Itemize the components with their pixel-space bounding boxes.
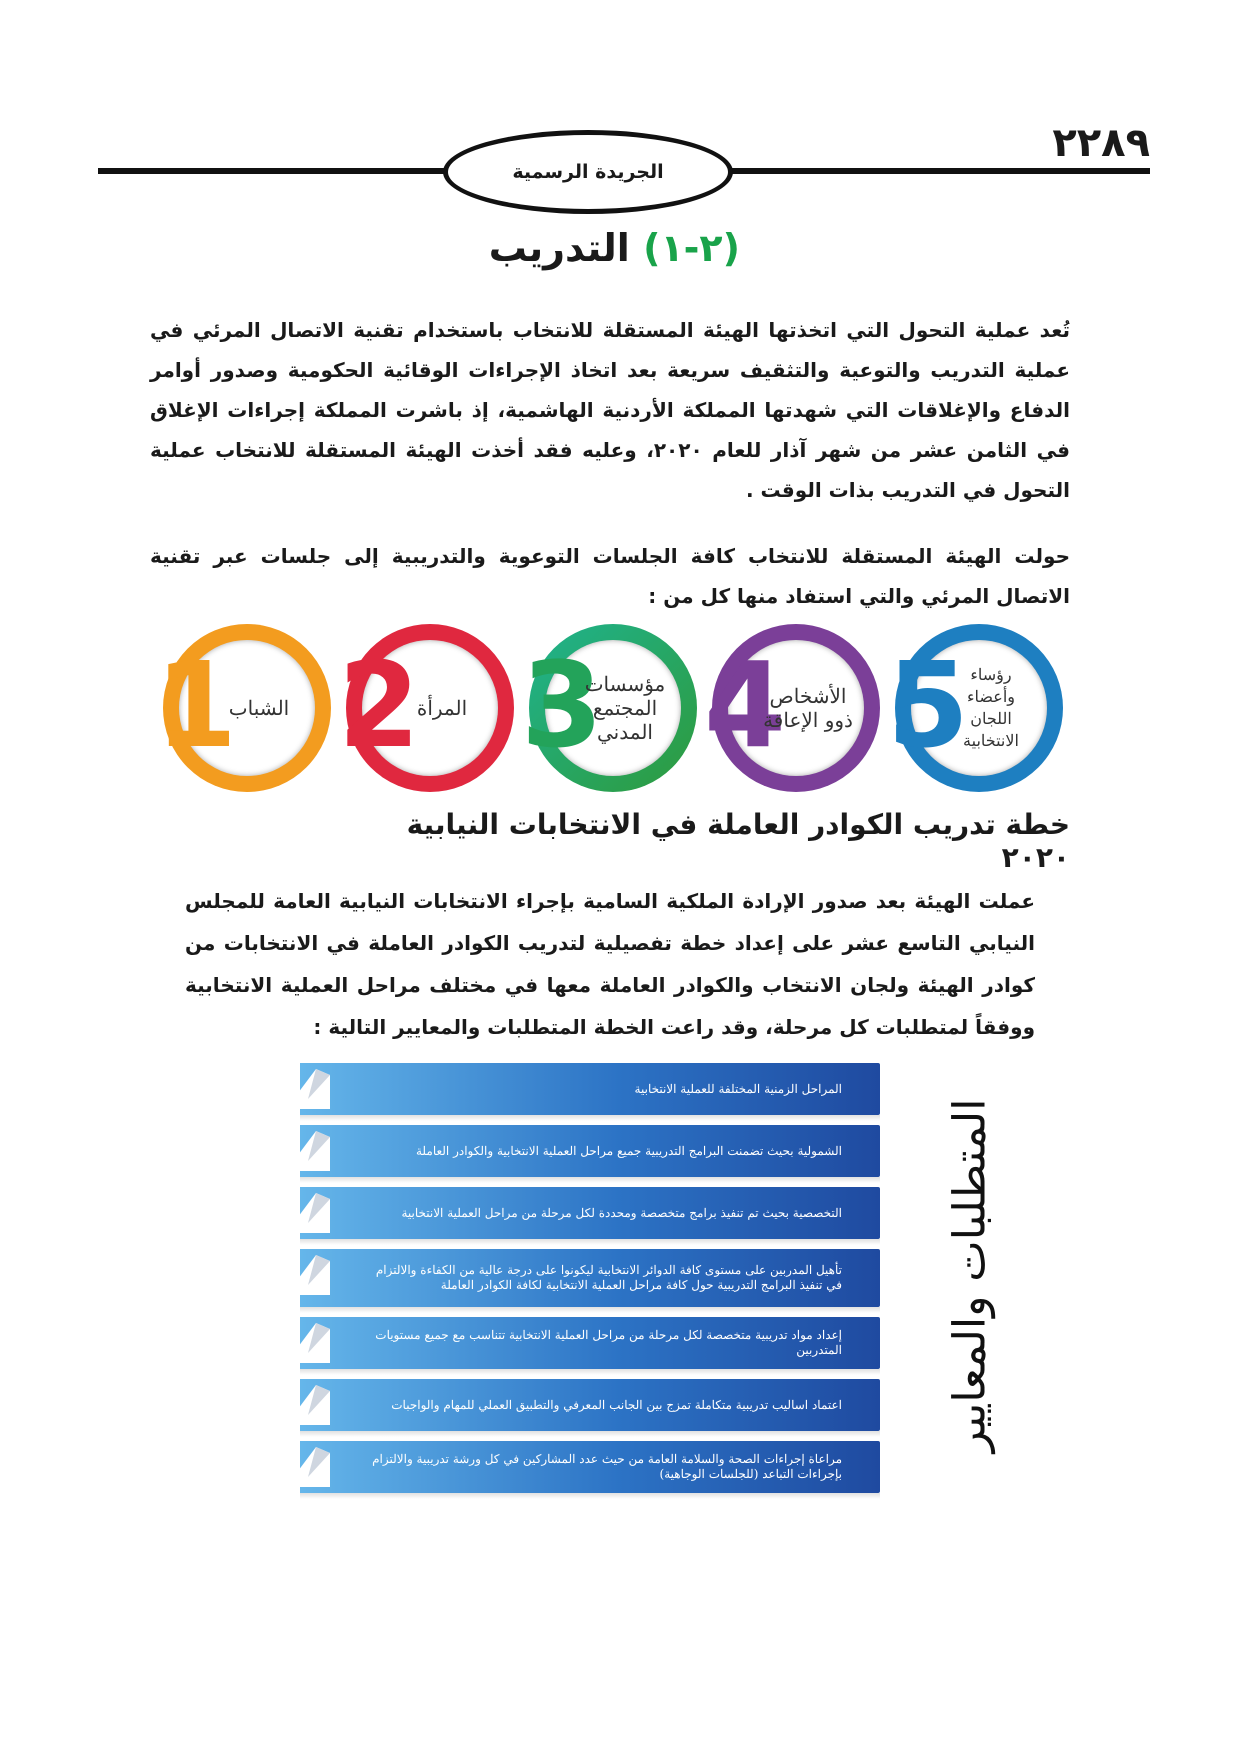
beneficiary-circle-committees xyxy=(887,624,1063,792)
page-curl-icon xyxy=(286,1447,330,1487)
beneficiary-label: المرأة xyxy=(416,696,468,720)
beneficiary-label: الشباب xyxy=(228,696,290,720)
requirement-item xyxy=(300,1125,880,1177)
requirement-item xyxy=(300,1317,880,1369)
gazette-name-oval xyxy=(443,130,733,214)
requirement-item xyxy=(300,1441,880,1493)
requirements-title xyxy=(920,1098,1020,1452)
beneficiaries-paragraph: حولت الهيئة المستقلة للانتخاب كافة الجلسات التوعوية والتدريبية إلى جلسات عبر تقنية الاتصال المرئي والتي استفاد منها كل من : xyxy=(150,544,1070,608)
requirement-text: اعتماد اساليب تدريبية متكاملة تمزج بين الجانب المعرفي والتطبيق العملي للمهام والواجبات xyxy=(391,1397,842,1412)
beneficiary-label: الأشخاص ذوو الإعاقة xyxy=(763,684,853,732)
requirement-text: تأهيل المدربين على مستوى كافة الدوائر الانتخابية ليكونوا على درجة عالية من الكفاءة والالتزام في تنفيذ البرامج التدريبية حول كافة مراحل العملية الانتخابية لكافة الكوادر العاملة xyxy=(375,1263,842,1292)
requirement-text: إعداد مواد تدريبية متخصصة لكل مرحلة من مراحل العملية الانتخابية تتناسب مع جميع مستويات المتدربين xyxy=(375,1328,842,1357)
page-curl-icon xyxy=(286,1385,330,1425)
beneficiary-label: رؤساء وأعضاء اللجان الانتخابية xyxy=(963,665,1019,750)
requirement-item xyxy=(300,1379,880,1431)
beneficiary-circle-disabilities xyxy=(704,624,880,792)
page-curl-icon xyxy=(286,1255,330,1295)
plan-heading: خطة تدريب الكوادر العاملة في الانتخابات النيابية ٢٠٢٠ xyxy=(406,808,1070,874)
beneficiary-label: مؤسسات المجتمع المدني xyxy=(584,672,666,744)
beneficiary-digit: 3 xyxy=(521,636,604,774)
section-number: (٢-١) xyxy=(643,226,740,270)
requirements-title-text: المتطلبات والمعايير xyxy=(944,1098,996,1452)
requirement-text: التخصصية بحيث تم تنفيذ برامج متخصصة ومحددة لكل مرحلة من مراحل العملية الانتخابية xyxy=(401,1205,842,1220)
beneficiary-circle-youth xyxy=(155,624,331,792)
page-curl-icon xyxy=(286,1069,330,1109)
requirement-item xyxy=(300,1249,880,1307)
gazette-name: الجريدة الرسمية xyxy=(512,161,664,183)
requirement-text: مراعاة إجراءات الصحة والسلامة العامة من حيث عدد المشاركين في كل ورشة تدريبية والالتزام بإجراءات التباعد (للجلسات الوجاهية) xyxy=(372,1452,842,1481)
requirement-item xyxy=(300,1063,880,1115)
page-curl-icon xyxy=(286,1323,330,1363)
page-number: ٢٢٨٩ xyxy=(1052,120,1150,166)
beneficiary-circle-women xyxy=(338,624,514,792)
plan-paragraph: عملت الهيئة بعد صدور الإرادة الملكية السامية بإجراء الانتخابات النيابية العامة للمجلس النيابي التاسع عشر على إعداد خطة تفصيلية لتدريب الكوادر العاملة في الانتخابات من كوادر الهيئة ولجان الانتخاب والكوادر العاملة معها في مختلف مراحل العملية الانتخابية ووفقاً لمتطلبات كل مرحلة، وقد راعت الخطة المتطلبات والمعايير التالية : xyxy=(185,889,1035,1039)
intro-paragraph: تُعد عملية التحول التي اتخذتها الهيئة المستقلة للانتخاب باستخدام تقنية الاتصال المرئي في عملية التدريب والتوعية والتثقيف سريعة بعد اتخاذ الإجراءات الوقائية الحكومية وصدور أوامر الدفاع والإغلاقات التي شهدتها المملكة الأردنية الهاشمية، إذ باشرت المملكة إجراءات الإغلاق في الثامن عشر من شهر آذار للعام ٢٠٢٠، وعليه فقد أخذت الهيئة المستقلة للانتخاب عملية التحول في التدريب بذات الوقت . xyxy=(150,318,1070,502)
page-curl-icon xyxy=(286,1131,330,1171)
requirement-text: المراحل الزمنية المختلفة للعملية الانتخابية xyxy=(634,1081,842,1096)
page-curl-icon xyxy=(286,1193,330,1233)
beneficiary-circle-civil-society xyxy=(521,624,697,792)
beneficiary-digit: 5 xyxy=(887,636,970,774)
requirement-item xyxy=(300,1187,880,1239)
beneficiary-digit: 1 xyxy=(155,636,238,774)
section-title xyxy=(300,226,740,270)
beneficiary-digit: 4 xyxy=(704,636,787,774)
beneficiary-digit: 2 xyxy=(338,636,421,774)
requirement-text: الشمولية بحيث تضمنت البرامج التدريبية جميع مراحل العملية الانتخابية والكوادر العاملة xyxy=(415,1143,842,1158)
section-title-text: التدريب xyxy=(488,226,630,270)
